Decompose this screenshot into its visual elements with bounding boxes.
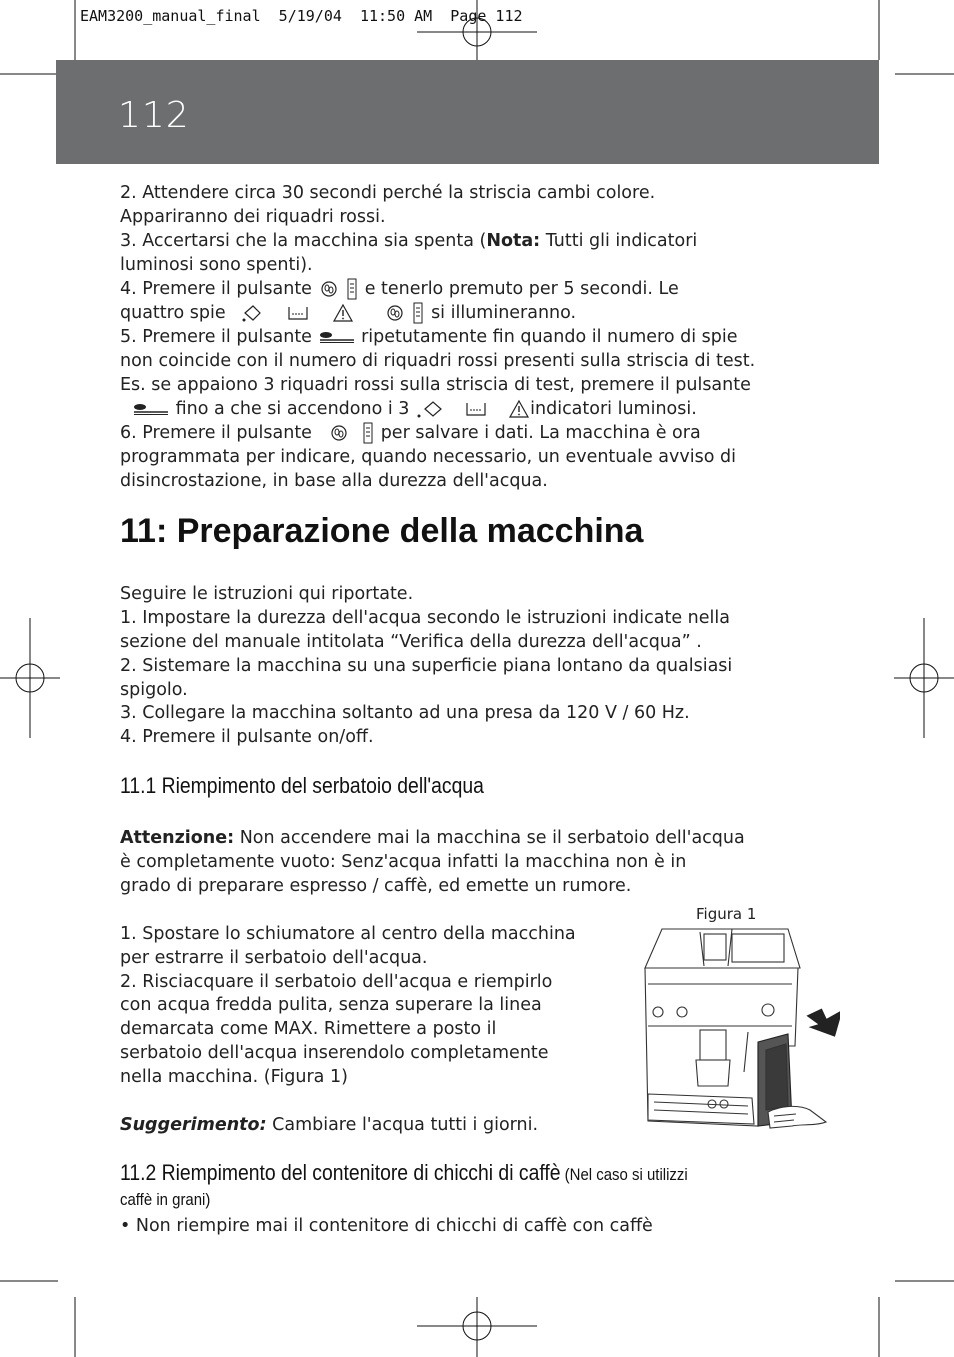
subsection-title-cont: caffè in grani) (120, 1190, 211, 1209)
step-line: Appariranno dei riquadri rossi. (120, 207, 386, 227)
descale-icon (345, 278, 359, 300)
paragraph-line: 1. Impostare la durezza dell'acqua secondo le istruzioni indicate nella (120, 608, 730, 628)
step-line: 4. Premere il pulsante e tenerlo premuto per 5 secondi. Le (120, 279, 679, 299)
water-hardness-button-icon (132, 402, 170, 416)
warning-line: Attenzione: Non accendere mai la macchina se il serbatoio dell'acqua (120, 828, 745, 848)
tip-line: Suggerimento: Cambiare l'acqua tutti i giorni. (120, 1115, 539, 1135)
water-hardness-button-icon (318, 330, 356, 344)
step-line: Es. se appaiono 3 riquadri rossi sulla striscia di test, premere il pulsante (120, 375, 751, 395)
step-line: 6. Premere il pulsante per salvare i dati. La macchina è ora (120, 423, 701, 443)
water-tank-icon (465, 401, 487, 417)
step-line: con acqua fredda pulita, senza superare la linea (120, 995, 542, 1015)
step-line: luminosi sono spenti). (120, 255, 313, 275)
note-label: Nota: (486, 231, 541, 251)
step-line: per estrarre il serbatoio dell'acqua. (120, 948, 428, 968)
paragraph-line: Seguire le istruzioni qui riportate. (120, 584, 414, 604)
subsection-title: 11.1 Riempimento del serbatoio dell'acqua (120, 773, 484, 798)
paragraph-line: sezione del manuale intitolata “Verifica della durezza dell'acqua” . (120, 632, 702, 652)
page-number: 112 (118, 95, 190, 136)
descale-icon (361, 422, 375, 444)
coffee-strength-icon (318, 279, 340, 299)
step-line: serbatoio dell'acqua inserendolo completamente (120, 1043, 549, 1063)
step-line: demarcata come MAX. Rimettere a posto il (120, 1019, 497, 1039)
coffee-strength-icon (384, 303, 406, 323)
subsection-title: 11.2 Riempimento del contenitore di chicchi di caffè (Nel caso si utilizzi (120, 1160, 688, 1185)
warning-label: Attenzione: (120, 828, 235, 848)
figure-caption: Figura 1 (696, 905, 757, 923)
step-line: fino a che si accendono i 3 indicatori luminosi. (132, 397, 697, 421)
step-line: programmata per indicare, quando necessario, un eventuale avviso di (120, 447, 736, 467)
warning-line: grado di preparare espresso / caffè, ed emette un rumore. (120, 876, 632, 896)
descale-icon (411, 302, 425, 324)
step-line: nella macchina. (Figura 1) (120, 1067, 348, 1087)
step-line: quattro spie si illumineranno. (120, 303, 577, 323)
water-tank-icon (287, 305, 309, 321)
warning-line: è completamente vuoto: Senz'acqua infatti la macchina non è in (120, 852, 687, 872)
tip-label: Suggerimento: (120, 1115, 267, 1135)
step-line: 1. Spostare lo schiumatore al centro della macchina (120, 924, 576, 944)
print-slug: EAM3200_manual_final 5/19/04 11:50 AM Page 112 (80, 7, 523, 25)
paragraph-line: 2. Sistemare la macchina su una superficie piana lontano da qualsiasi (120, 656, 733, 676)
section-title: 11: Preparazione della macchina (120, 512, 644, 550)
steam-icon (415, 399, 445, 419)
step-line: 5. Premere il pulsante ripetutamente fin quando il numero di spie (120, 327, 738, 347)
step-line: 3. Accertarsi che la macchina sia spenta (Nota: Tutti gli indicatori (120, 231, 698, 251)
paragraph-line: 4. Premere il pulsante on/off. (120, 727, 374, 747)
step-line: disincrostazione, in base alla durezza dell'acqua. (120, 471, 548, 491)
espresso-machine-illustration (640, 926, 840, 1152)
step-line: non coincide con il numero di riquadri rossi presenti sulla striscia di test. (120, 351, 756, 371)
bullet-line: • Non riempire mai il contenitore di chicchi di caffè con caffè (120, 1216, 653, 1236)
coffee-strength-icon (328, 423, 350, 443)
warning-icon (332, 303, 354, 323)
steam-icon (241, 303, 263, 323)
step-line: 2. Risciacquare il serbatoio dell'acqua e riempirlo (120, 972, 553, 992)
warning-icon (508, 399, 530, 419)
step-line: 2. Attendere circa 30 secondi perché la striscia cambi colore. (120, 183, 656, 203)
paragraph-line: 3. Collegare la macchina soltanto ad una presa da 120 V / 60 Hz. (120, 703, 690, 723)
paragraph-line: spigolo. (120, 680, 188, 700)
